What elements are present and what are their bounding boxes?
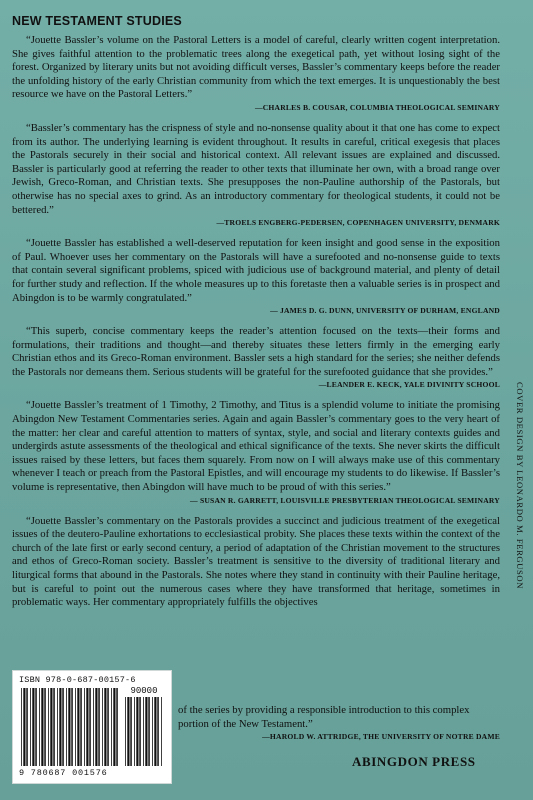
- barcode-box: [12, 670, 172, 784]
- endorsement-text: “Jouette Bassler’s volume on the Pastoral Letters is a model of careful, clearly written cogent interpretation. She gives faithful attention to the problematic trees along the exegetical path, yet without losing sight of the forest. Organized by literary units but not avoiding difficult verses, Bassler’s commentary keeps before the reader the unfolding history of the early Christian community from which the text emerges. It is unquestionably the best resource we have on the Pastoral Letters.”: [12, 34, 500, 101]
- endorsement-text: “Bassler’s commentary has the crispness of style and no-nonsense quality about it that one has come to expect from its author. The underlying learning is evident throughout. It results in careful, critical exegesis that places the Pastorals securely in their social and historical context. All relevant issues are explained and discussed. Bassler is particularly good at referring the reader to other texts that illuminate her own, with a broad range over Jewish, Greco-Roman, and Christian texts. She presupposes the non-Pauline authorship of the Pastorals, but otherwise has no special axes to grind. As an introductory commentary for theological students, it could not be bettered.”: [12, 121, 500, 216]
- series-heading: NEW TESTAMENT STUDIES: [12, 14, 182, 28]
- barcode-number: 9 780687 001576: [19, 768, 108, 778]
- endorsement-text: “Jouette Bassler’s treatment of 1 Timothy, 2 Timothy, and Titus is a splendid volume to initiate the promising Abingdon New Testament Commentaries series. Again and again Bassler’s commentary goes to the very heart of the matter: her clear and careful attention to matters of syntax, style, and social and literary contexts guides and undergirds astute assessments of the theological and ethical significance of the texts. She never skirts the difficult issues raised by these letters, but faces them squarely. From now on I will always make use of this commentary whenever I teach or preach from the Pastoral Epistles, and will encourage my students to do likewise. If Bassler’s volume is representative, then Abingdon will have much to be proud of with this series.”: [12, 399, 500, 494]
- endorsement-dunn: [12, 237, 500, 315]
- endorsement-attribution: —HAROLD W. ATTRIDGE, THE UNIVERSITY OF NOTRE DAME: [262, 732, 500, 741]
- isbn-text: ISBN 978-0-687-00157-6: [19, 675, 136, 685]
- endorsement-engberg-pedersen: [12, 122, 500, 227]
- endorsement-text: “Jouette Bassler has established a well-deserved reputation for keen insight and good sense in the exposition of Paul. Whoever uses her commentary on the Pastorals will have a surefooted and no-nonsense guide to texts that contain several significant problems, spiced with judicious use of background material, and plenty of detail for further study and reflection. If the whole measures up to this foretaste then a valuable series is in prospect and Abingdon is to be warmly congratulated.”: [12, 237, 500, 304]
- endorsements: [12, 34, 500, 620]
- endorsement-attribution: —CHARLES B. COUSAR, COLUMBIA THEOLOGICAL SEMINARY: [254, 102, 500, 112]
- endorsement-text: “Jouette Bassler’s commentary on the Pastorals provides a succinct and judicious treatment of the exegetical issues of the deutero-Pauline exhortations to ecclesiastical probity. She places these texts within the context of the church of the late first or early second century, a period of adaptation of the Christian movement to the structures and ethos of Greco-Roman society. Bassler’s treatment is sensitive to the diversity of traditional literary and liturgical forms that abound in the Pastorals. She notes where they stand in continuity with their Pauline heritage, but is careful to point out the numerous cases where they have transformed that heritage, sometimes in problematic ways. Her commentary appropriately fulfills the objectives: [12, 514, 500, 609]
- endorsement-text-continued: of the series by providing a responsible introduction to this complex portion of the New Testament.”: [178, 704, 470, 730]
- endorsement-keck: [12, 325, 500, 389]
- endorsement-attridge: [12, 515, 500, 610]
- endorsement-cousar: [12, 34, 500, 112]
- endorsement-attribution: —LEANDER E. KECK, YALE DIVINITY SCHOOL: [318, 380, 500, 390]
- publisher-name: ABINGDON PRESS: [352, 754, 476, 769]
- cover-design-credit: COVER DESIGN BY LEONARDO M. FERGUSON: [515, 382, 525, 590]
- barcode: [21, 688, 119, 766]
- endorsement-attribution: —TROELS ENGBERG-PEDERSEN, COPENHAGEN UNIVERSITY, DENMARK: [216, 218, 500, 228]
- endorsement-garrett: [12, 399, 500, 504]
- price-code: 90000: [130, 686, 158, 696]
- endorsement-attribution: — JAMES D. G. DUNN, UNIVERSITY OF DURHAM, ENGLAND: [270, 306, 500, 316]
- endorsement-attribution: — SUSAN R. GARRETT, LOUISVILLE PRESBYTERIAN THEOLOGICAL SEMINARY: [190, 495, 500, 505]
- barcode-addon: [125, 697, 163, 766]
- endorsement-text: “This superb, concise commentary keeps the reader’s attention focused on the texts—their forms and formulations, their traditions and thought—and thereby situates these letters firmly in the emerging early Christian ethos and its Greco-Roman environment. Bassler sets a high standard for the series; she neither defends the Pastorals nor demeans them. Serious students will be grateful for the surefooted guidance that she provides.”: [12, 325, 500, 378]
